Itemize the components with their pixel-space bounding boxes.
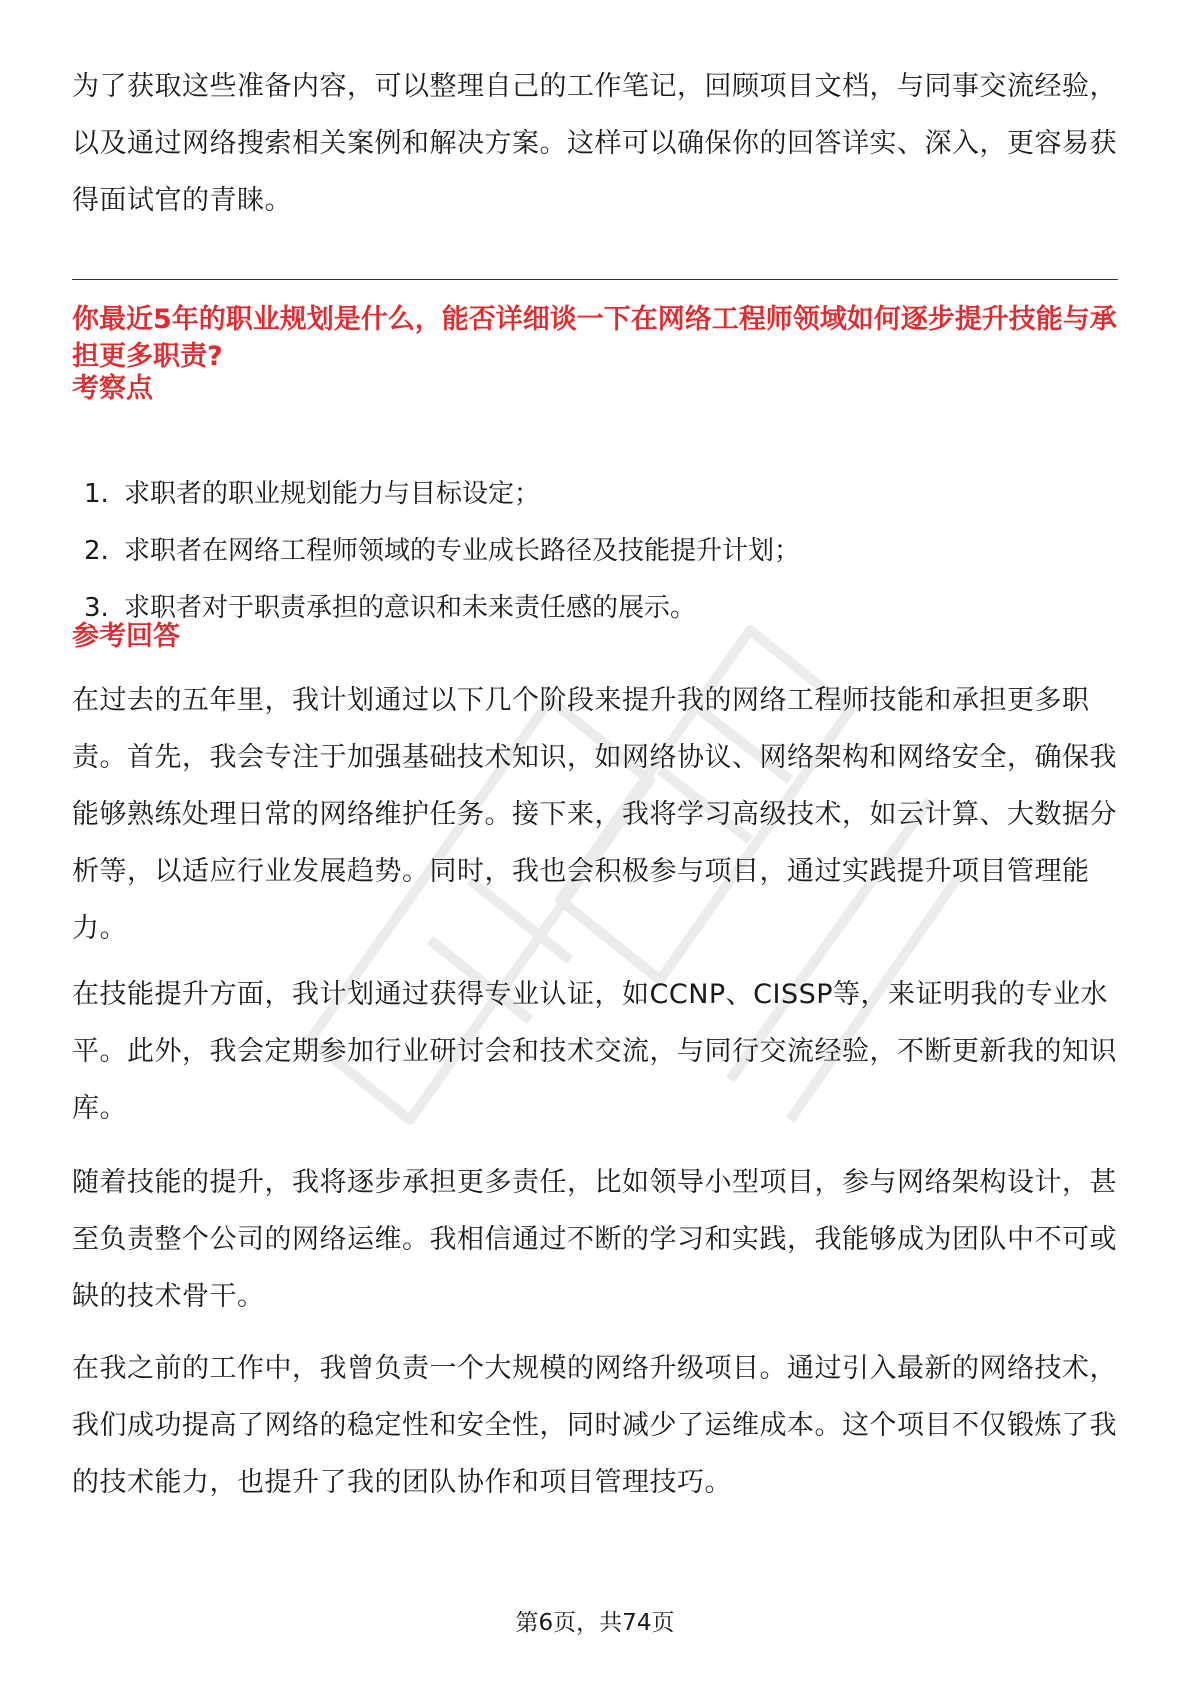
section-divider xyxy=(72,279,1118,280)
answer-paragraph-2: 在技能提升方面，我计划通过获得专业认证，如CCNP、CISSP等，来证明我的专业水平。此外，我会定期参加行业研讨会和技术交流，与同行交流经验，不断更新我的知识库。 xyxy=(72,979,1117,1124)
answer-paragraph-3: 随着技能的提升，我将逐步承担更多责任，比如领导小型项目，参与网络架构设计，甚至负责整个公司的网络运维。我相信通过不断的学习和实践，我能够成为团队中不可或缺的技术骨干。 xyxy=(72,1167,1117,1312)
list-item: 2. 求职者在网络工程师领域的专业成长路径及技能提升计划； xyxy=(84,536,801,566)
list-item: 1. 求职者的职业规划能力与目标设定； xyxy=(84,479,541,509)
list-item: 3. 求职者对于职责承担的意识和未来责任感的展示。 xyxy=(84,593,697,623)
page-footer: 第6页，共74页 xyxy=(515,1610,675,1636)
question-title: 你最近5年的职业规划是什么，能否详细谈一下在网络工程师领域如何逐步提升技能与承担更多职责? xyxy=(72,304,1117,372)
key-points-heading: 考察点 xyxy=(72,373,153,404)
answer-paragraph-4: 在我之前的工作中，我曾负责一个大规模的网络升级项目。通过引入最新的网络技术，我们成功提高了网络的稳定性和安全性，同时减少了运维成本。这个项目不仅锻炼了我的技术能力，也提升了我的团队协作和项目管理技巧。 xyxy=(72,1353,1117,1498)
intro-paragraph: 为了获取这些准备内容，可以整理自己的工作笔记，回顾项目文档，与同事交流经验，以及通过网络搜索相关案例和解决方案。这样可以确保你的回答详实、深入，更容易获得面试官的青睐。 xyxy=(72,71,1117,216)
key-points-list xyxy=(84,466,1114,637)
answer-paragraph-1: 在过去的五年里，我计划通过以下几个阶段来提升我的网络工程师技能和承担更多职责。首先，我会专注于加强基础技术知识，如网络协议、网络架构和网络安全，确保我能够熟练处理日常的网络维护任务。接下来，我将学习高级技术，如云计算、大数据分析等，以适应行业发展趋势。同时，我也会积极参与项目，通过实践提升项目管理能力。 xyxy=(72,685,1117,944)
answer-heading: 参考回答 xyxy=(72,621,180,652)
